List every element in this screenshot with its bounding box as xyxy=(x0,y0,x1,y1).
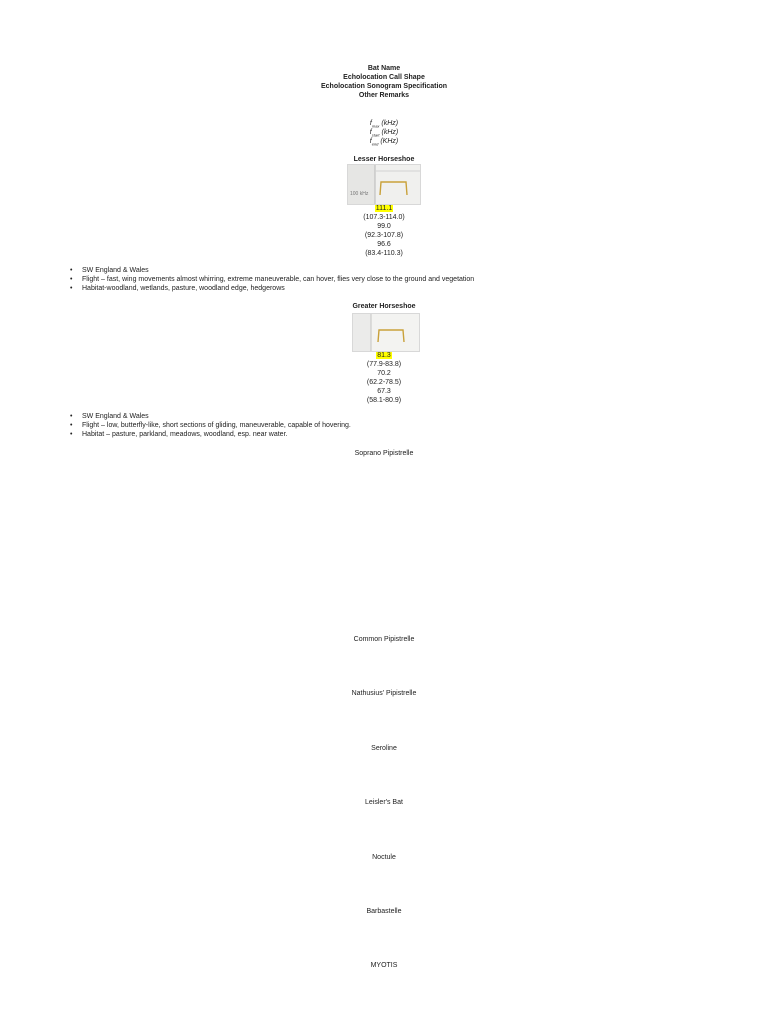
bat-name-leislers-bat: Leisler's Bat xyxy=(365,799,403,806)
header-sonogram-spec: Echolocation Sonogram Specification xyxy=(320,83,448,90)
bullet-item: • Flight – low, butterfly-like, short sections of gliding, maneuverable, capable of hovering. xyxy=(70,422,351,429)
bat-name-noctule: Noctule xyxy=(372,854,396,861)
freq-label-start: $f_{start}$ (kHz) xyxy=(369,129,399,138)
bullet-item: • Habitat-woodland, wetlands, pasture, woodland edge, hedgerows xyxy=(70,285,285,292)
bullet-item: • Flight – fast, wing movements almost whirring, extreme maneuverable, can hover, flies very close to the ground and vegetation xyxy=(70,276,475,283)
bat-name-barbastelle: Barbastelle xyxy=(366,908,402,915)
bat-name-seroline: Seroline xyxy=(371,745,397,752)
header-other-remarks: Other Remarks xyxy=(358,92,410,99)
value-fend-range: (58.1-80.9) xyxy=(366,397,402,404)
call-shape-image xyxy=(353,314,419,351)
value-fmax-range: (77.9-83.8) xyxy=(366,361,402,368)
value-fstart-range: (62.2-78.5) xyxy=(366,379,402,386)
thumb-axis-label: 100 kHz xyxy=(350,191,369,197)
header-bat-name: Bat Name xyxy=(367,65,401,72)
bat-name-lesser-horseshoe: Lesser Horseshoe xyxy=(353,156,415,163)
header-call-shape: Echolocation Call Shape xyxy=(343,74,425,81)
value-fstart: 99.0 xyxy=(377,223,391,230)
bullet-item: • Habitat – pasture, parkland, meadows, woodland, esp. near water. xyxy=(70,431,288,438)
sonogram-thumbnail xyxy=(352,313,420,352)
value-fmax: 81.3 xyxy=(377,352,391,359)
bat-name-common-pipistrelle: Common Pipistrelle xyxy=(353,636,415,643)
freq-label-end: $f_{end}$ (KHz) xyxy=(369,138,399,147)
bat-name-nathusius-pipistrelle: Nathusius' Pipistrelle xyxy=(351,690,417,697)
bat-name-myotis: MYOTIS xyxy=(370,962,398,969)
call-shape-image xyxy=(348,165,420,204)
freq-label-max: $f_{max}$ (kHz) xyxy=(369,120,399,129)
bat-name-greater-horseshoe: Greater Horseshoe xyxy=(352,303,416,310)
bat-name-soprano-pipistrelle: Soprano Pipistrelle xyxy=(354,450,414,457)
value-fend: 67.3 xyxy=(377,388,391,395)
bullet-item: • SW England & Wales xyxy=(70,413,149,420)
value-fmax-range: (107.3-114.0) xyxy=(363,214,405,221)
bullet-item: • SW England & Wales xyxy=(70,267,149,274)
value-fmax: 111.1 xyxy=(375,205,393,212)
sonogram-thumbnail xyxy=(347,164,421,205)
value-fend-range: (83.4-110.3) xyxy=(365,250,403,257)
value-fstart: 70.2 xyxy=(377,370,391,377)
value-fstart-range: (92.3-107.8) xyxy=(364,232,404,239)
value-fend: 96.6 xyxy=(377,241,391,248)
